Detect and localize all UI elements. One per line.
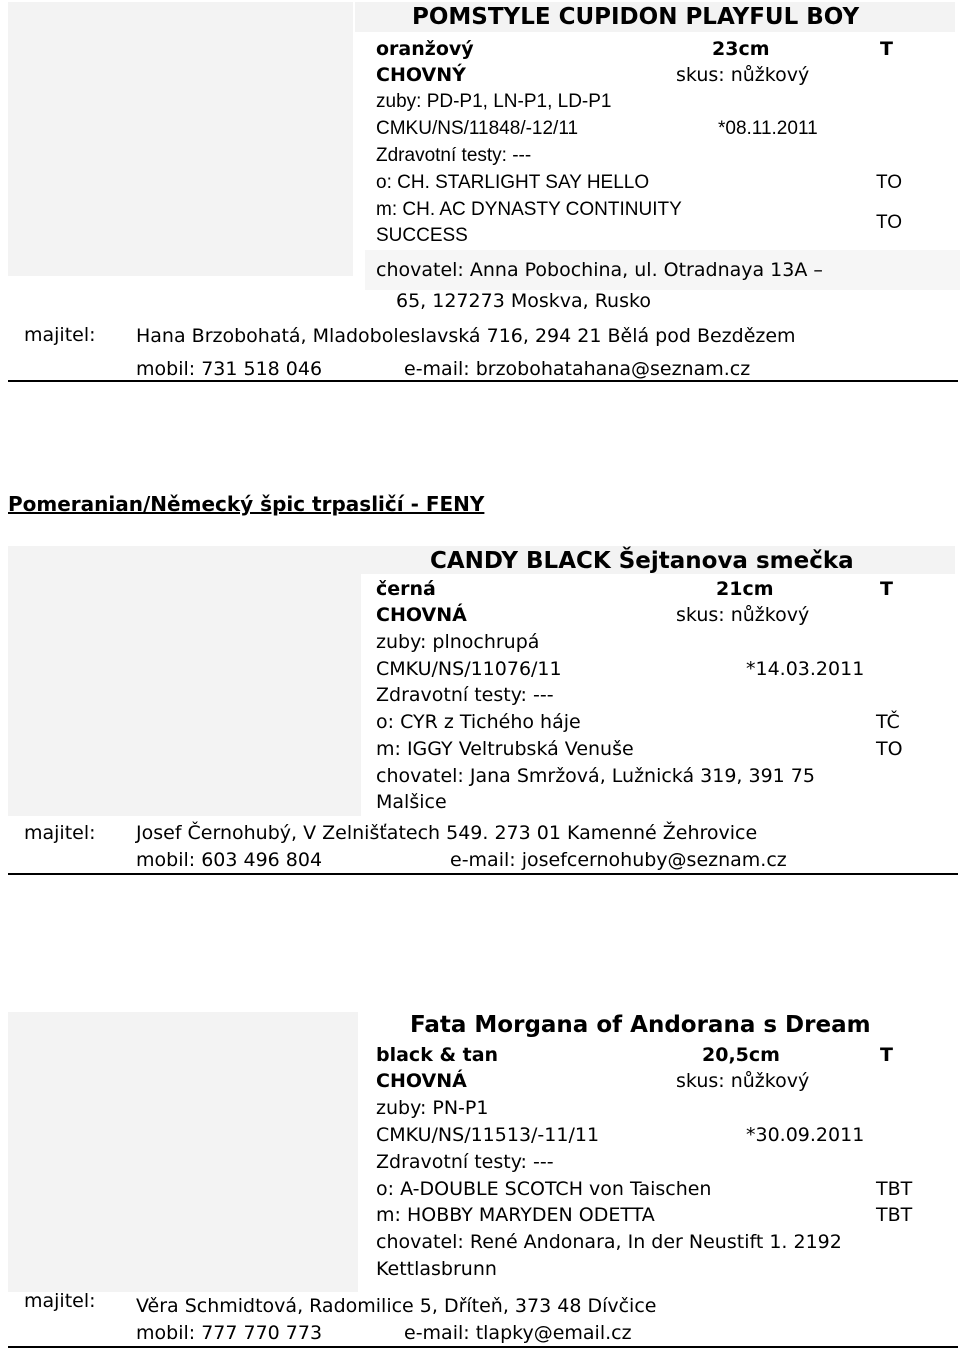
dog3-status: CHOVNÁ: [376, 1070, 467, 1092]
dog2-divider: [8, 873, 958, 875]
dog1-owner: Hana Brzobohatá, Mladoboleslavská 716, 294 21 Bělá pod Bezdězem: [136, 325, 796, 347]
dog3-dam: m: HOBBY MARYDEN ODETTA: [376, 1204, 655, 1226]
dog1-sire-grade: TO: [876, 172, 903, 193]
dog3-sire: o: A-DOUBLE SCOTCH von Taischen: [376, 1178, 712, 1200]
dog1-color: oranžový: [376, 38, 474, 60]
dog1-dam-grade: TO: [876, 212, 903, 233]
dog2-grade: T: [880, 578, 893, 600]
dog3-dob: *30.09.2011: [746, 1124, 865, 1146]
dog2-health: Zdravotní testy: ---: [376, 684, 554, 706]
dog1-teeth: zuby: PD-P1, LN-P1, LD-P1: [376, 91, 612, 112]
dog1-dob: *08.11.2011: [718, 118, 818, 139]
dog2-height: 21cm: [716, 578, 774, 600]
dog1-dam-line2: SUCCESS: [376, 225, 468, 246]
dog1-reg: CMKU/NS/11848/-12/11: [376, 118, 579, 139]
dog3-owner: Věra Schmidtová, Radomilice 5, Dříteň, 373 48 Dívčice: [136, 1295, 657, 1317]
dog2-dam-grade: TO: [876, 738, 903, 760]
dog2-sire: o: CYR z Tichého háje: [376, 711, 581, 733]
dog2-owner-label: majitel:: [24, 822, 96, 844]
dog1-height: 23cm: [712, 38, 770, 60]
dog1-breeder-line1: chovatel: Anna Pobochina, ul. Otradnaya 13A –: [376, 259, 823, 281]
dog3-color: black & tan: [376, 1044, 499, 1066]
dog2-owner: Josef Černohubý, V Zelnišťatech 549. 273 01 Kamenné Žehrovice: [136, 822, 758, 844]
dog3-email: e-mail: tlapky@email.cz: [404, 1322, 632, 1344]
section-heading: Pomeranian/Německý špic trpasličí - FENY: [8, 492, 485, 516]
dog3-name: Fata Morgana of Andorana s Dream: [410, 1012, 871, 1038]
dog2-dam: m: IGGY Veltrubská Venuše: [376, 738, 634, 760]
dog1-email: e-mail: brzobohatahana@seznam.cz: [404, 358, 751, 380]
dog3-health: Zdravotní testy: ---: [376, 1151, 554, 1173]
dog1-sire: o: CH. STARLIGHT SAY HELLO: [376, 172, 650, 193]
dog3-breeder-line2: Kettlasbrunn: [376, 1258, 497, 1280]
dog1-dam-line1: m: CH. AC DYNASTY CONTINUITY: [376, 199, 682, 220]
dog3-owner-label: majitel:: [24, 1290, 96, 1312]
dog1-divider: [8, 380, 958, 382]
dog2-bite: skus: nůžkový: [676, 604, 810, 626]
dog3-divider: [8, 1346, 958, 1348]
dog3-sire-grade: TBT: [876, 1178, 913, 1200]
dog2-reg: CMKU/NS/11076/11: [376, 658, 562, 680]
dog3-breeder-line1: chovatel: René Andonara, In der Neustift 1. 2192: [376, 1231, 842, 1253]
dog1-owner-label: majitel:: [24, 324, 96, 346]
dog3-reg: CMKU/NS/11513/-11/11: [376, 1124, 600, 1146]
dog2-breeder-line1: chovatel: Jana Smržová, Lužnická 319, 391 75: [376, 765, 815, 787]
dog3-teeth: zuby: PN-P1: [376, 1097, 489, 1119]
dog2-sire-grade: TČ: [876, 711, 900, 733]
dog2-name: CANDY BLACK Šejtanova smečka: [430, 548, 854, 574]
dog3-bite: skus: nůžkový: [676, 1070, 810, 1092]
dog2-color: černá: [376, 578, 436, 600]
dog2-dob: *14.03.2011: [746, 658, 865, 680]
dog3-height: 20,5cm: [702, 1044, 780, 1066]
dog2-breeder-line2: Malšice: [376, 791, 447, 813]
dog1-health: Zdravotní testy: ---: [376, 145, 532, 166]
dog2-status: CHOVNÁ: [376, 604, 467, 626]
dog3-dam-grade: TBT: [876, 1204, 913, 1226]
dog2-teeth: zuby: plnochrupá: [376, 631, 540, 653]
dog1-name: POMSTYLE CUPIDON PLAYFUL BOY: [412, 4, 860, 30]
dog2-mobile: mobil: 603 496 804: [136, 849, 323, 871]
dog3-mobile: mobil: 777 770 773: [136, 1322, 323, 1344]
dog1-breeder-line2: 65, 127273 Moskva, Rusko: [396, 290, 651, 312]
dog1-grade: T: [880, 38, 893, 60]
dog1-mobile: mobil: 731 518 046: [136, 358, 323, 380]
dog2-email: e-mail: josefcernohuby@seznam.cz: [450, 849, 787, 871]
dog3-grade: T: [880, 1044, 893, 1066]
dog1-status: CHOVNÝ: [376, 64, 466, 86]
dog1-bite: skus: nůžkový: [676, 64, 810, 86]
